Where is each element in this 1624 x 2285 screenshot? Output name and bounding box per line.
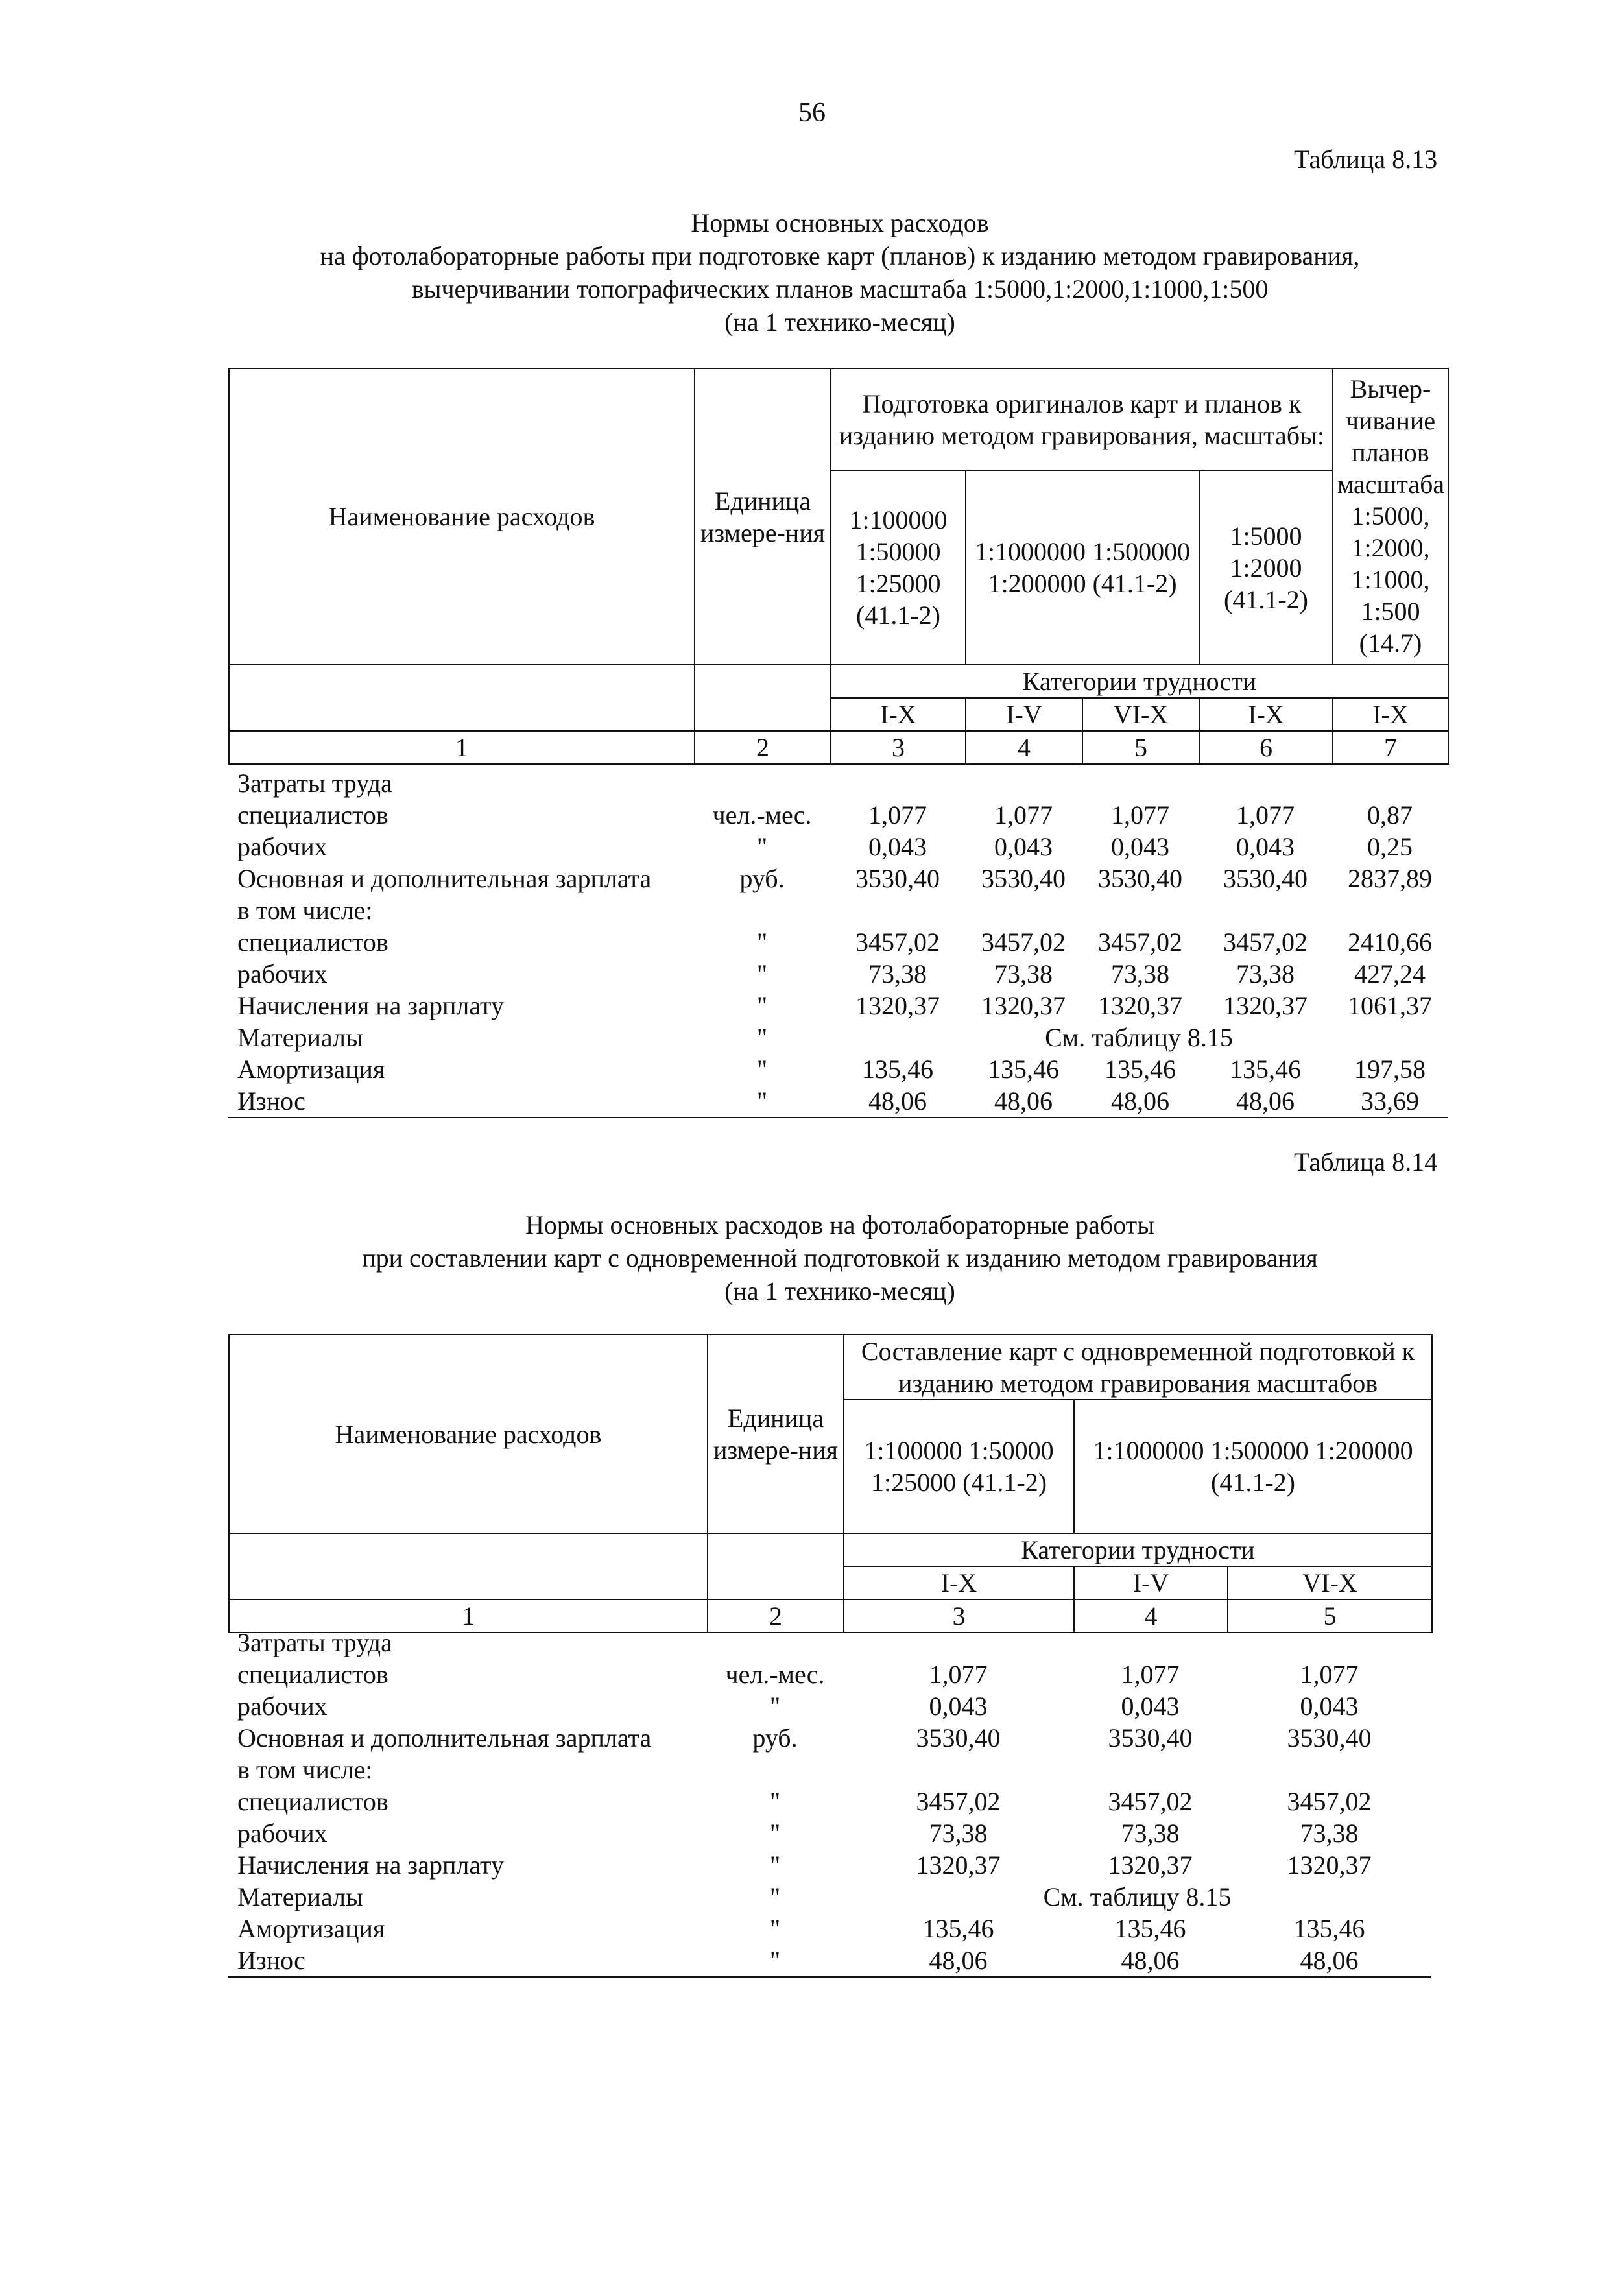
row-value: 1061,37 (1348, 991, 1432, 1020)
header-category: Категории трудности (831, 665, 1448, 698)
row-unit: " (756, 959, 768, 988)
row-value: 48,06 (830, 1085, 965, 1118)
row-name: рабочих (237, 1692, 328, 1721)
row-value: 48,06 (965, 1085, 1082, 1118)
row-name: рабочих (237, 959, 328, 988)
row-value: 0,043 (1236, 832, 1295, 861)
header-scale: 1:100000 1:50000 1:25000 (41.1-2) (844, 1400, 1074, 1533)
row-value: 1,077 (1236, 800, 1295, 830)
row-name: Амортизация (237, 1914, 385, 1943)
row-value (1199, 767, 1332, 799)
column-number: 7 (1333, 731, 1448, 764)
row-value (965, 894, 1082, 926)
header-name: Наименование расходов (229, 1335, 708, 1533)
category-cell: I-X (1199, 698, 1333, 731)
row-value: 0,043 (1300, 1692, 1359, 1721)
table-body (228, 767, 1448, 1118)
row-value: 73,38 (1121, 1819, 1180, 1848)
row-value: 73,38 (868, 959, 927, 988)
header-unit: Единица измере-ния (695, 368, 831, 665)
row-unit: " (756, 1023, 768, 1052)
table-row (228, 1944, 1431, 1977)
row-value: 48,06 (1227, 1944, 1431, 1977)
row-value: 3530,40 (1287, 1723, 1372, 1753)
row-value: 73,38 (994, 959, 1053, 988)
title-line: Нормы основных расходов на фотолабораторные работы (525, 1210, 1155, 1239)
header-category: Категории трудности (844, 1533, 1432, 1566)
row-value (965, 767, 1082, 799)
row-value: 0,043 (1121, 1692, 1180, 1721)
row-reference: См. таблицу 8.15 (1043, 1882, 1232, 1911)
header-unit-cont (708, 1533, 844, 1599)
table-row (228, 1913, 1431, 1944)
category-cell: I-V (1074, 1566, 1228, 1599)
header-drawing (1333, 368, 1448, 665)
row-value: 135,46 (1114, 1914, 1186, 1943)
column-number: 2 (708, 1599, 844, 1633)
header-group: Составление карт с одновременной подготовкой к изданию методом гравирования масштабов (844, 1335, 1432, 1400)
row-value: 1320,37 (1223, 991, 1308, 1020)
row-name: в том числе: (237, 1755, 373, 1784)
row-value: 0,043 (868, 832, 927, 861)
row-value: 1,077 (994, 800, 1053, 830)
row-value: 2410,66 (1348, 927, 1432, 957)
row-name: Износ (228, 1944, 707, 1977)
category-cell: I-X (1333, 698, 1448, 731)
row-name: Материалы (237, 1023, 363, 1052)
row-unit: руб. (739, 864, 785, 893)
row-value: 73,38 (1236, 959, 1295, 988)
row-value: 3457,02 (855, 927, 940, 957)
row-value: 0,25 (1367, 832, 1413, 861)
row-name: Затраты труда (237, 769, 392, 798)
row-name: в том числе: (237, 896, 373, 925)
table-row (228, 1754, 1431, 1786)
row-value (1227, 1627, 1431, 1658)
page-number: 56 (798, 98, 826, 128)
row-unit (707, 1754, 843, 1786)
row-value: 1,077 (1121, 1660, 1180, 1689)
row-value: 135,46 (1105, 1055, 1176, 1084)
table-row (228, 1053, 1448, 1085)
row-name: Основная и дополнительная зарплата (237, 1723, 652, 1753)
row-value (830, 767, 965, 799)
row-value: 3530,40 (1098, 864, 1182, 893)
row-value: 1320,37 (855, 991, 940, 1020)
row-value: 1320,37 (1287, 1850, 1372, 1880)
header-scale: 1:100000 1:50000 1:25000 (41.1-2) (831, 470, 966, 665)
row-unit (694, 767, 830, 799)
table-row (228, 1690, 1431, 1722)
row-name: Материалы (237, 1882, 363, 1911)
table-row (228, 1085, 1448, 1118)
row-name: специалистов (237, 927, 388, 957)
table-label: Таблица 8.14 (1294, 1147, 1438, 1177)
table-row (228, 799, 1448, 831)
category-cell: I-V (966, 698, 1082, 731)
row-value: 0,043 (929, 1692, 988, 1721)
row-unit: чел.-мес. (712, 800, 812, 830)
header-scale: 1:5000 1:2000 (41.1-2) (1199, 470, 1333, 665)
table-row (228, 831, 1448, 863)
row-value: 3457,02 (1223, 927, 1308, 957)
row-unit: " (769, 1692, 781, 1721)
column-number: 3 (831, 731, 966, 764)
header-name-cont (229, 1533, 708, 1599)
row-unit: чел.-мес. (725, 1660, 825, 1689)
row-value: 0,87 (1367, 800, 1413, 830)
row-name: специалистов (237, 1787, 388, 1816)
row-value (843, 1754, 1073, 1786)
row-value: 0,043 (994, 832, 1053, 861)
table-row (228, 1786, 1431, 1817)
title-line: на фотолабораторные работы при подготовке карт (планов) к изданию методом гравирования, (320, 241, 1360, 270)
row-unit (707, 1627, 843, 1658)
row-value: 0,043 (1111, 832, 1169, 861)
row-value: 1320,37 (916, 1850, 1001, 1880)
table-title (195, 1208, 1485, 1308)
row-unit: " (769, 1787, 781, 1816)
table-row (228, 990, 1448, 1022)
row-value: 48,06 (1082, 1085, 1199, 1118)
row-value: 135,46 (988, 1055, 1059, 1084)
table-row (228, 1881, 1431, 1913)
column-number: 2 (695, 731, 831, 764)
row-unit: " (769, 1882, 781, 1911)
title-line: Нормы основных расходов (691, 208, 989, 237)
column-number: 6 (1199, 731, 1333, 764)
title-line: вычерчивании топографических планов масштаба 1:5000,1:2000,1:1000,1:500 (411, 274, 1269, 304)
category-cell: VI-X (1082, 698, 1199, 731)
table-row (228, 1022, 1448, 1053)
row-value: 1,077 (868, 800, 927, 830)
row-value (830, 894, 965, 926)
title-line: при составлении карт с одновременной подготовкой к изданию методом гравирования (362, 1243, 1318, 1273)
row-value (1332, 894, 1448, 926)
row-value (1199, 894, 1332, 926)
title-line: (на 1 технико-месяц) (724, 307, 955, 337)
row-name: Основная и дополнительная зарплата (237, 864, 652, 893)
category-cell: I-X (844, 1566, 1074, 1599)
row-name: Износ (228, 1085, 694, 1118)
row-unit: " (769, 1850, 781, 1880)
header-name-cont (229, 665, 695, 731)
row-unit: " (756, 991, 768, 1020)
column-number: 4 (1074, 1599, 1228, 1633)
row-name: рабочих (237, 1819, 328, 1848)
row-value: 48,06 (843, 1944, 1073, 1977)
row-value: 3530,40 (981, 864, 1066, 893)
row-unit: " (769, 1819, 781, 1848)
row-value: 135,46 (922, 1914, 994, 1943)
row-value (1073, 1754, 1227, 1786)
header-group: Подготовка оригиналов карт и планов к изданию методом гравирования, масштабы: (831, 368, 1333, 470)
row-value: 48,06 (1073, 1944, 1227, 1977)
row-value (1082, 894, 1199, 926)
table-header (228, 1334, 1433, 1633)
row-value: 1320,37 (981, 991, 1066, 1020)
row-value: 33,69 (1332, 1085, 1448, 1118)
column-number: 4 (966, 731, 1082, 764)
row-value (1073, 1627, 1227, 1658)
column-number: 5 (1082, 731, 1199, 764)
table-row (228, 1722, 1431, 1754)
header-scale: 1:1000000 1:500000 1:200000 (41.1-2) (966, 470, 1199, 665)
table-header (228, 368, 1449, 765)
row-value: 73,38 (1111, 959, 1169, 988)
row-value: 3530,40 (1108, 1723, 1193, 1753)
table-row (228, 1658, 1431, 1690)
row-name: специалистов (237, 800, 388, 830)
row-value: 3457,02 (1287, 1787, 1372, 1816)
table-row (228, 767, 1448, 799)
column-number: 3 (844, 1599, 1074, 1633)
table-row (228, 1627, 1431, 1658)
row-value: 3457,02 (1108, 1787, 1193, 1816)
row-value: 73,38 (929, 1819, 988, 1848)
row-value: 135,46 (862, 1055, 933, 1084)
table-row (228, 926, 1448, 958)
row-value: 135,46 (1230, 1055, 1301, 1084)
row-value (843, 1627, 1073, 1658)
column-number: 5 (1228, 1599, 1432, 1633)
row-value: 48,06 (1199, 1085, 1332, 1118)
row-unit: " (769, 1914, 781, 1943)
row-reference: См. таблицу 8.15 (1045, 1023, 1233, 1052)
header-drawing-title: Вычер-чивание планов масштаба (1337, 374, 1445, 499)
row-unit: " (756, 1055, 768, 1084)
row-unit: " (756, 927, 768, 957)
row-unit (694, 894, 830, 926)
row-value: 3530,40 (855, 864, 940, 893)
row-value: 1,077 (1300, 1660, 1359, 1689)
row-name: Начисления на зарплату (237, 1850, 504, 1880)
row-value (1227, 1754, 1431, 1786)
table-label: Таблица 8.13 (1294, 145, 1438, 174)
row-value: 3457,02 (916, 1787, 1001, 1816)
column-number: 1 (229, 1599, 708, 1633)
row-value: 3457,02 (981, 927, 1066, 957)
row-unit: " (707, 1944, 843, 1977)
header-scale: 1:1000000 1:500000 1:200000 (41.1-2) (1074, 1400, 1432, 1533)
row-name: специалистов (237, 1660, 388, 1689)
table-row (228, 863, 1448, 894)
table-row (228, 1849, 1431, 1881)
row-unit: " (756, 832, 768, 861)
category-cell: VI-X (1228, 1566, 1432, 1599)
row-name: Начисления на зарплату (237, 991, 504, 1020)
table-row (228, 958, 1448, 990)
row-value: 427,24 (1354, 959, 1426, 988)
table-row (228, 1817, 1431, 1849)
row-value (1332, 767, 1448, 799)
row-value: 3457,02 (1098, 927, 1182, 957)
category-cell: I-X (831, 698, 966, 731)
row-value: 197,58 (1354, 1055, 1426, 1084)
row-value (1082, 767, 1199, 799)
row-value: 135,46 (1293, 1914, 1365, 1943)
table-row (228, 894, 1448, 926)
row-value: 3530,40 (1223, 864, 1308, 893)
row-unit: руб. (752, 1723, 798, 1753)
row-value: 73,38 (1300, 1819, 1359, 1848)
row-unit: " (694, 1085, 830, 1118)
row-value: 1,077 (1111, 800, 1169, 830)
header-drawing-scales: 1:5000, 1:2000, 1:1000, 1:500 (14.7) (1351, 501, 1430, 658)
row-value: 1,077 (929, 1660, 988, 1689)
table-body (228, 1627, 1431, 1978)
row-name: Затраты труда (237, 1628, 392, 1657)
header-name: Наименование расходов (229, 368, 695, 665)
header-unit: Единица измере-ния (708, 1335, 844, 1533)
title-line: (на 1 технико-месяц) (724, 1276, 955, 1306)
row-name: Амортизация (237, 1055, 385, 1084)
row-name: рабочих (237, 832, 328, 861)
row-value: 2837,89 (1348, 864, 1432, 893)
table-title (195, 206, 1485, 339)
column-number: 1 (229, 731, 695, 764)
row-value: 3530,40 (916, 1723, 1001, 1753)
row-value: 1320,37 (1108, 1850, 1193, 1880)
header-unit-cont (695, 665, 831, 731)
row-value: 1320,37 (1098, 991, 1182, 1020)
